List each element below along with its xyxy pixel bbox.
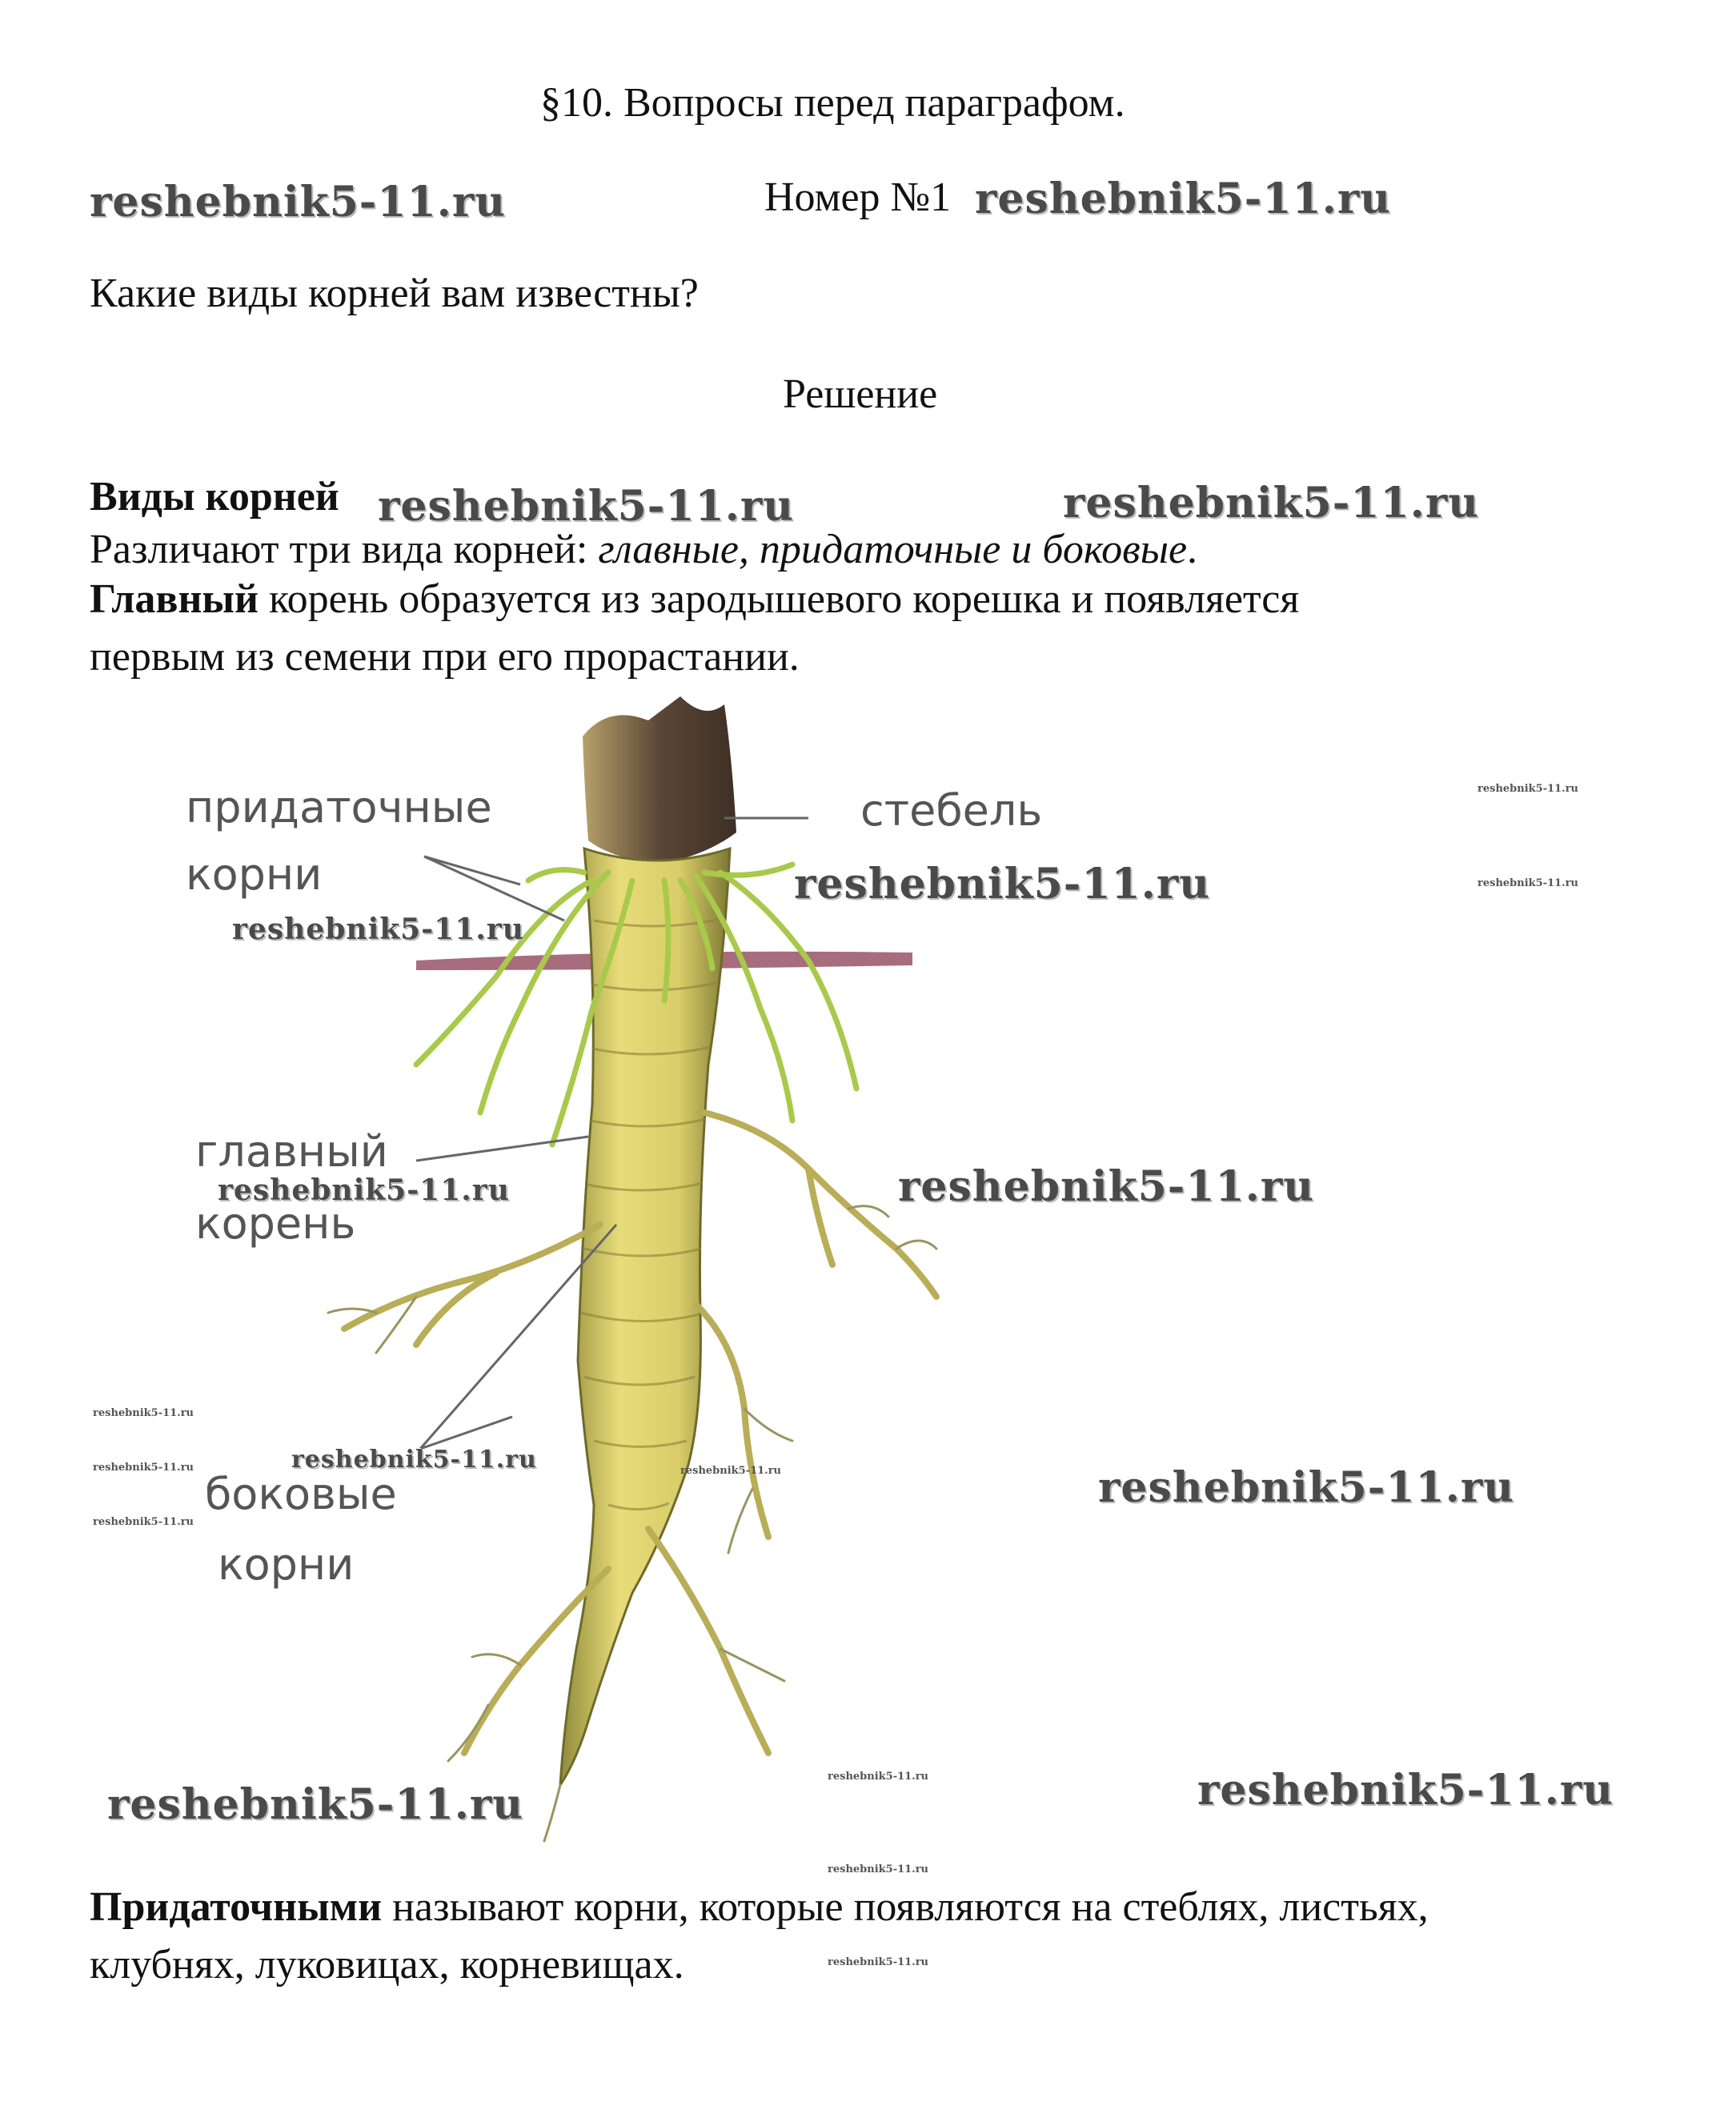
adventitious-bold: Придаточными <box>90 1884 383 1930</box>
watermark: reshebnik5-11.ru <box>107 1780 524 1829</box>
section-heading-text: Виды корней <box>90 474 339 519</box>
watermark: reshebnik5-11.ru <box>828 1771 929 1783</box>
watermark: reshebnik5-11.ru <box>828 1956 929 1968</box>
question-number: Номер №1 <box>764 174 952 220</box>
label-main-root-2: корень <box>195 1198 356 1249</box>
label-adventitious-roots-1: придаточные <box>186 782 492 832</box>
watermark: reshebnik5-11.ru <box>93 1516 194 1528</box>
watermark: reshebnik5-11.ru <box>378 482 795 531</box>
watermark: reshebnik5-11.ru <box>680 1465 782 1477</box>
main-root-bold: Главный <box>90 576 259 622</box>
label-stem: стебель <box>860 785 1043 836</box>
adventitious-line2: клубнях, луковицах, корневищах. <box>90 1942 684 1988</box>
label-main-root-1: главный <box>195 1126 388 1177</box>
label-adventitious-roots-2: корни <box>186 849 323 900</box>
solution-heading: Решение <box>783 371 938 417</box>
question-text: Какие виды корней вам известны? <box>90 271 699 316</box>
intro-end: . <box>1187 527 1198 572</box>
label-lateral-roots-1: боковые <box>205 1469 397 1519</box>
watermark: reshebnik5-11.ru <box>794 860 1211 909</box>
adventitious-line1 <box>90 1883 1429 1932</box>
page-title: §10. Вопросы перед параграфом. <box>540 80 1125 126</box>
watermark: reshebnik5-11.ru <box>1477 783 1579 795</box>
stem <box>583 696 736 864</box>
watermark: reshebnik5-11.ru <box>1197 1766 1614 1815</box>
watermark: reshebnik5-11.ru <box>828 1863 929 1875</box>
adventitious-rest: называют корни, которые появляются на стеблях, листьях, <box>382 1884 1429 1930</box>
watermark: reshebnik5-11.ru <box>1477 877 1579 889</box>
watermark: reshebnik5-11.ru <box>1098 1463 1515 1512</box>
watermark: reshebnik5-11.ru <box>93 1462 194 1474</box>
watermark: reshebnik5-11.ru <box>291 1446 537 1474</box>
watermark: reshebnik5-11.ru <box>975 174 1392 223</box>
label-lateral-roots-2: корни <box>218 1539 355 1590</box>
watermark: reshebnik5-11.ru <box>1063 479 1480 527</box>
watermark: reshebnik5-11.ru <box>232 913 524 946</box>
main-root-line2: первым из семени при его прорастании. <box>90 634 800 680</box>
watermark: reshebnik5-11.ru <box>218 1173 510 1207</box>
watermark: reshebnik5-11.ru <box>93 1407 194 1419</box>
intro-text: Различают три вида корней: <box>90 527 599 572</box>
watermark: reshebnik5-11.ru <box>90 178 507 227</box>
watermark: reshebnik5-11.ru <box>898 1162 1315 1211</box>
intro-types: главные, придаточные и боковые <box>598 527 1188 572</box>
main-root-rest: корень образуется из зародышевого корешка и появляется <box>259 576 1300 622</box>
